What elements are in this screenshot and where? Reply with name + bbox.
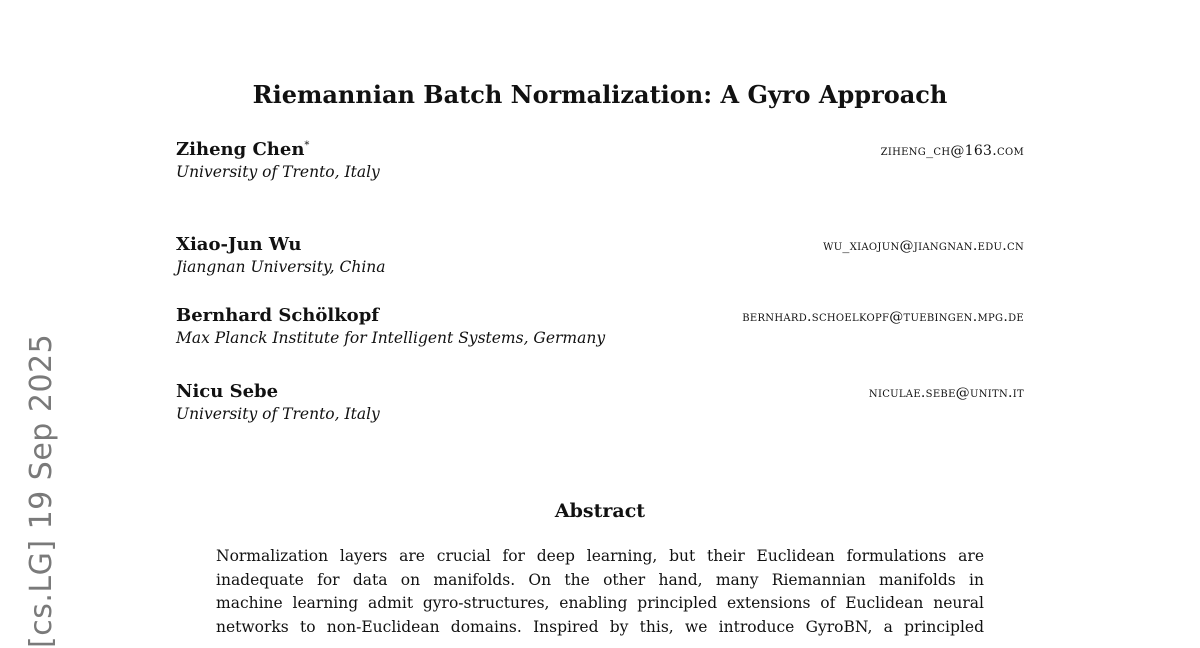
author-name: Xiao-Jun Wu — [176, 234, 302, 255]
author-affiliation: Jiangnan University, China — [176, 258, 386, 276]
abstract-line: machine learning admit gyro-structures, enabling principled extensions of Euclidean neural — [216, 594, 984, 612]
abstract-line: inadequate for data on manifolds. On the other hand, many Riemannian manifolds in — [216, 570, 984, 589]
author-block-3 — [176, 305, 1024, 347]
author-affiliation: Max Planck Institute for Intelligent Systems, Germany — [176, 329, 606, 347]
arxiv-side-stamp: [cs.LG] 19 Sep 2025 — [24, 333, 59, 648]
author-email[interactable]: niculae.sebe@unitn.it — [868, 385, 1024, 401]
abstract-line: networks to non-Euclidean domains. Inspired by this, we introduce GyroBN, a principled — [216, 617, 984, 636]
abstract-body — [216, 545, 984, 639]
author-affiliation: University of Trento, Italy — [176, 405, 380, 423]
author-block-4 — [176, 381, 1024, 423]
author-name: Nicu Sebe — [176, 381, 279, 402]
author-affiliation: University of Trento, Italy — [176, 163, 380, 181]
author-email[interactable]: wu_xiaojun@jiangnan.edu.cn — [823, 238, 1024, 254]
paper-title: Riemannian Batch Normalization: A Gyro Approach — [252, 80, 948, 109]
author-email[interactable]: bernhard.schoelkopf@tuebingen.mpg.de — [742, 309, 1024, 325]
author-name: Bernhard Schölkopf — [176, 305, 380, 326]
author-block-2 — [176, 234, 1024, 276]
author-block-1 — [176, 139, 1024, 181]
author-email[interactable]: ziheng_ch@163.com — [880, 143, 1024, 159]
author-name: Ziheng Chen* — [176, 139, 310, 160]
abstract-line: Normalization layers are crucial for deep learning, but their Euclidean formulations are — [216, 547, 984, 565]
abstract-heading: Abstract — [554, 500, 646, 522]
author-footnote-mark: * — [304, 140, 310, 151]
